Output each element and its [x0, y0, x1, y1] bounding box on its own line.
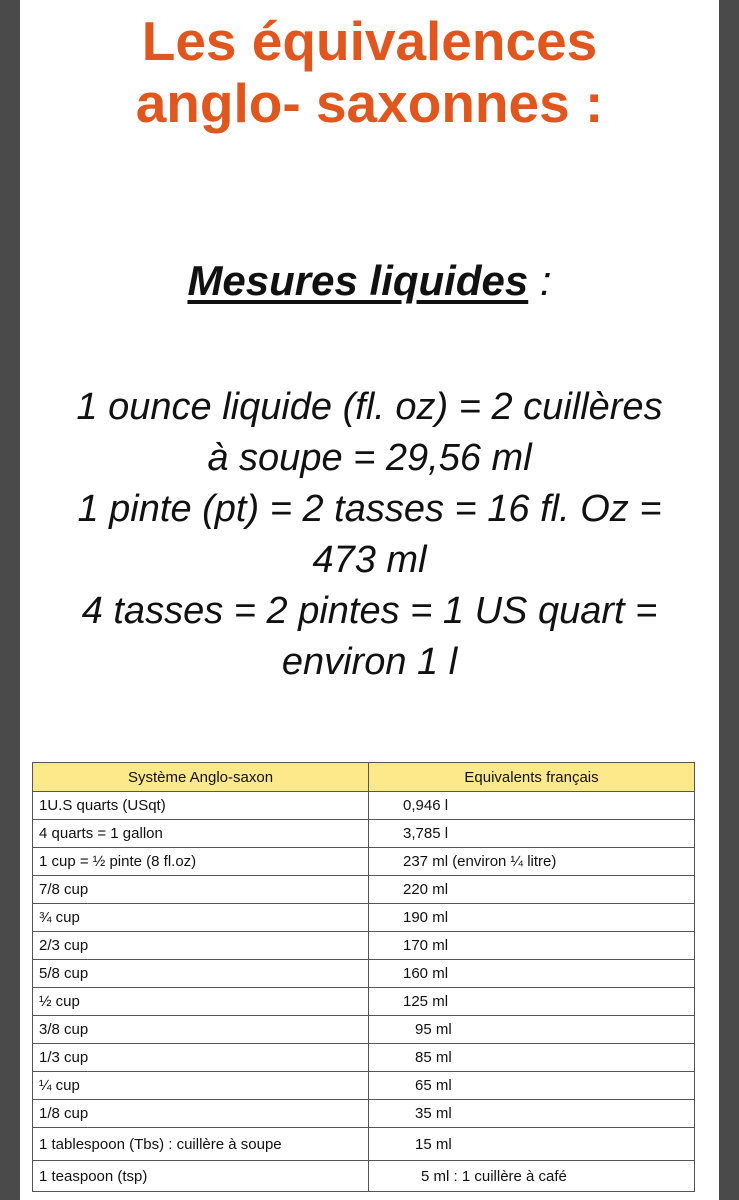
table-cell: 35 ml	[369, 1100, 695, 1128]
table-row	[33, 876, 695, 904]
table-row	[33, 1016, 695, 1044]
table-cell: 1 tablespoon (Tbs) : cuillère à soupe	[33, 1128, 369, 1161]
table-row	[33, 932, 695, 960]
table-row	[33, 988, 695, 1016]
table-header-row	[33, 763, 695, 792]
table-cell: 1/3 cup	[33, 1044, 369, 1072]
table-cell: ¼ cup	[33, 1072, 369, 1100]
table-row	[33, 1044, 695, 1072]
equivalence-line: 4 tasses = 2 pintes = 1 US quart =	[81, 590, 658, 632]
table-cell: 125 ml	[369, 988, 695, 1016]
section-heading-suffix: :	[528, 257, 552, 304]
table-cell: 95 ml	[369, 1016, 695, 1044]
section-heading-text: Mesures liquides	[187, 257, 529, 304]
table-row	[33, 1100, 695, 1128]
table-row	[33, 1161, 695, 1192]
table-cell: 190 ml	[369, 904, 695, 932]
table-cell: 5/8 cup	[33, 960, 369, 988]
table-row	[33, 792, 695, 820]
table-row	[33, 960, 695, 988]
table-row	[33, 820, 695, 848]
table-cell: 15 ml	[369, 1128, 695, 1161]
equivalence-line: 1 ounce liquide (fl. oz) = 2 cuillères	[76, 386, 663, 428]
table-row	[33, 848, 695, 876]
equivalence-line: 473 ml	[312, 539, 427, 581]
table-cell: 65 ml	[369, 1072, 695, 1100]
table-cell: 170 ml	[369, 932, 695, 960]
table-cell: 1U.S quarts (USqt)	[33, 792, 369, 820]
table-cell: 2/3 cup	[33, 932, 369, 960]
table-cell: 7/8 cup	[33, 876, 369, 904]
table-cell: 1/8 cup	[33, 1100, 369, 1128]
column-header-french: Equivalents français	[369, 763, 695, 792]
table-cell: 85 ml	[369, 1044, 695, 1072]
equivalence-line: environ 1 l	[281, 641, 458, 683]
equivalence-list	[20, 382, 719, 688]
table-cell: 5 ml : 1 cuillère à café	[369, 1161, 695, 1192]
equivalence-line: 1 pinte (pt) = 2 tasses = 16 fl. Oz =	[77, 488, 662, 530]
document-page	[20, 0, 719, 1200]
table-row	[33, 1072, 695, 1100]
table-row	[33, 904, 695, 932]
table-cell: 3/8 cup	[33, 1016, 369, 1044]
table-cell: 220 ml	[369, 876, 695, 904]
equivalence-line: à soupe = 29,56 ml	[207, 437, 532, 479]
table-cell: 3,785 l	[369, 820, 695, 848]
table-cell: 160 ml	[369, 960, 695, 988]
table-cell: 1 teaspoon (tsp)	[33, 1161, 369, 1192]
section-heading	[20, 256, 719, 306]
table-cell: ½ cup	[33, 988, 369, 1016]
page-title	[20, 10, 719, 134]
table-cell: 1 cup = ½ pinte (8 fl.oz)	[33, 848, 369, 876]
conversion-table	[32, 762, 695, 1192]
table-cell: 237 ml (environ ¼ litre)	[369, 848, 695, 876]
title-line-2: anglo- saxonnes :	[135, 72, 604, 134]
column-header-anglo-saxon: Système Anglo-saxon	[33, 763, 369, 792]
table-cell: ¾ cup	[33, 904, 369, 932]
table-row	[33, 1128, 695, 1161]
table-cell: 4 quarts = 1 gallon	[33, 820, 369, 848]
title-line-1: Les équivalences	[141, 10, 598, 72]
table-cell: 0,946 l	[369, 792, 695, 820]
